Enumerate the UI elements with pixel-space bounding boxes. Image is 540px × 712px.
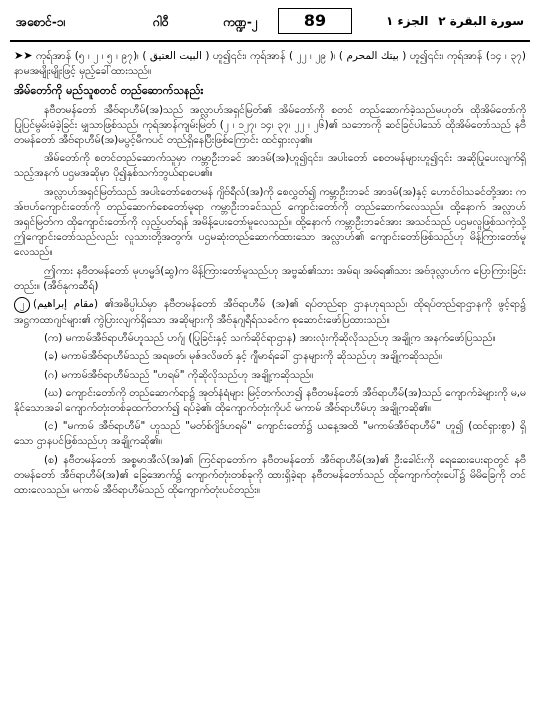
footnote-paragraph <box>14 297 526 328</box>
footnote-text: (مقام إبراهيم) ၏အဓိပ္ပါယ်မှာ နဗီတမန်တော် အီဗ်ရာဟီမ် (အ)၏ ရပ်တည်ရာ ဌာနဟုရသည်၊ ထိုရပ်တည်ရာဌာနကို ဖွင့်ရာ၌ အဋ္ဌကထာဂျင်များ၏ ကွဲပြားလျက်ရှိသော အဆိုများကို အီဗ်နုဂျရီရ်သခင်က စုဆောင်းဖော်ပြထားသည်။ <box>14 298 526 327</box>
header-divider <box>10 40 530 42</box>
list-item-ga: (ဂ) မကာမ်အီဗ်ရာဟီမ်သည် "ဟရမ်" ကိုဆိုလိုသည်ဟု အချို့ကဆိုသည်။ <box>44 368 314 381</box>
header-surah: سورة البقرة ٢ <box>438 14 524 28</box>
paragraph-4: ဤကား နဗီတမန်တော် မုဟမ္မဒ်(ဆွ)က မိန့်ကြားတော်မူသည်ဟု အဗ္ဗဆ်၏သား အမ်ရ၊ အမ်ရ၏သား အဗ်ဒုလ္လာဟ်က ပြောကြားခြင်းတည်း။ (အီဗ်နုကဆီရ်) <box>14 264 526 292</box>
list-item-ka: (က) မကာမ်အီဗ်ရာဟီမ်ဟူသည် ဟဂ်ျ (ပြုခြင်းနှင့် သက်ဆိုင်ရာဌာန) အားလုံးကိုဆိုလိုသည်ဟု အချို့က အနက်ဖော်ပြသည်။ <box>44 332 496 345</box>
page-number: 89 <box>278 8 352 34</box>
list-item-sa: (စ) နဗီတမန်တော် အစ္စမာအီလ်(အ)၏ ကြင်ရာတော်က နဗီတမန်တော် အီဗ်ရာဟီမ်(အ)၏ ဦးခေါင်းကို ရေဆေးပေးရာတွင် နဗီတမန်တော် အီဗ်ရာဟီမ်(အ)၏ ခြေအောက်၌ ကျောက်တုံးတစ်ခုကို ထားရှိခဲ့ရာ နဗီတမန်တော်သည် ထိုကျောက်တုံးပေါ်၌ မိမိခြေကို တင်ထားလေသည်။ မကာမ် အီဗ်ရာဟီမ်သည် ထိုကျောက်တုံးပင်တည်း။ <box>14 453 526 497</box>
paragraph-2: အိမ်တော်ကို စတင်တည်ဆောက်သူမှာ ကမ္ဘာဦးဘခင် အာဒမ်(အ)ဟူ၍၎င်း၊ အပါးတော် စေတမန်များဟူ၍၎င်း အဆိုပြုပေးလျက်ရှိသည့်အနက် ပဌမအဆိုမှာ ပို၍နှစ်သက်ဘွယ်ရာပေ၏။ <box>14 152 526 180</box>
header-juz: الجزء ١ <box>386 14 429 28</box>
paragraph-1: နဗီတမန်တော် အီဗ်ရာဟီမ်(အ)သည် အလ္လာဟ်အရှင်မြတ်၏ အိမ်တော်ကို စတင် တည်ဆောက်ခဲ့သည်မဟုတ်၊ ထိုအိမ်တော်ကို ပြုပြင်မွမ်းမံခဲ့ခြင်း မျှသာဖြစ်သည်၊ ကုရ်အာန်ကျမ်းမြတ် (၂ ၊ ၁၂၇၊ ၁၄၊ ၃၇၊ ၂၂ ၊ ၂၆)၏ သဘောကို ဆင်ခြင်ပါသော် ထိုအိမ်တော်သည် နဗီတမန်တော် အီဗ်ရာဟီမ်(အ)မပွင့်မီကပင် တည်ရှိနေပြီးဖြစ်ကြောင်း ထင်ရှားလှ၏။ <box>14 103 526 147</box>
double-arrow-icon: ➤➤ <box>14 49 33 62</box>
paragraph-3: အလ္လာဟ်အရှင်မြတ်သည် အပါးတော်စေတမန် ဂျိဗ်ရီလ်(အ)ကို စေလွှတ်၍ ကမ္ဘာဦးဘခင် အာဒမ်(အ)နှင့် ဟောင်ဝါသခင်တို့အား ကအ်ဗဟ်ကျောင်းတော်ကို တည်ဆောက်စေတော်မူရာ ကမ္ဘာဦးဘခင်သည် ကျောင်းတော်ကို တည်ဆောက်လေသည်။ ထို့နောက် အလ္လာဟ်အရှင်မြတ်က ထိုကျောင်းတော်ကို လှည့်ပတ်ရန် အမိန့်ပေးတော်မူလေသည်။ ထို့နောက် ကမ္ဘာဦးဘခင်အား အသင်သည် ပဌမလူဖြစ်သကဲ့သို့ ဤကျောင်းတော်သည်လည်း လူသားတို့အတွက်၊ ပဌမဆုံးတည်ဆောက်ထားသော အလ္လာဟ်၏ ကျောင်းတော်ဖြစ်သည်ဟု မိန့်ကြားတော်မူလေသည်။ <box>14 185 526 259</box>
page-header <box>8 8 532 38</box>
header-section: ဂါ၀ီ <box>153 15 169 29</box>
list-item-kha: (ခ) မကာမ်အီဗ်ရာဟီမ်သည် အရဖတ်၊ မုဇ်ဒလိဖတ် နှင့် ဂျီမာရ်ခေါ် ဌာနများကို ဆိုသည်ဟု အချို့ကဆိုသည်။ <box>44 350 443 363</box>
intro-paragraph <box>14 48 526 79</box>
header-volume: အစောင်-၁၊ <box>16 15 66 29</box>
list-item-nga: (ဃ) ကျောင်းတော်ကို တည်ဆောက်ရာ၌ အုတ်နံရံများ မြင့်တက်လာ၍ နဗီတမန်တော် အီဗ်ရာဟီမ်(အ)သည် ကျောက်ခဲများကို မ,မနိုင်သောအခါ ကျောက်တုံးတစ်ခုထက်တက်၍ ရပ်ခဲ့၏၊ ထိုကျောက်တုံးကိုပင် မကာမ် အီဗ်ရာဟီမ်ဟု အချို့ကဆို၏။ <box>14 386 526 415</box>
section-heading: အိမ်တော်ကို မည်သူစတင် တည်ဆောက်သနည်း <box>14 84 204 98</box>
intro-text: ကုရ်အာန် (၅ ၊ ၂ ၊ ၅ ၊ ၉၇)၊ ( البيت العتيق ) ဟူ၍၎င်း၊ ကုရ်အာန် ( ၂၂ ၊ ၂၉ )၊ ( بيتك المحرم ) ဟူ၍၎င်း၊ ကုရ်အာန် (၁၄ ၊ ၃၇) နာမအမျိုးမျိုးဖြင့် မှည့်ခေါ်ထားသည်။ <box>14 50 526 78</box>
header-part: ကဏ္ဍ-၂ <box>223 15 258 29</box>
list-item-nya: (င) "မကာမ် အီဗ်ရာဟီမ်" ဟူသည် "မတ်စ်ဂျိဒ်ဟရမ်" ကျောင်းတော်၌ ယနေ့အထိ "မကာမ်အီဗ်ရာဟီမ်" ဟူ၍ (ထင်ရှားစွာ) ရှိသော ဌာနပင်ဖြစ်သည်ဟု အချို့ကဆို၏။ <box>14 420 526 448</box>
page-body <box>14 48 526 704</box>
footnote-number: ၂ <box>14 297 30 313</box>
